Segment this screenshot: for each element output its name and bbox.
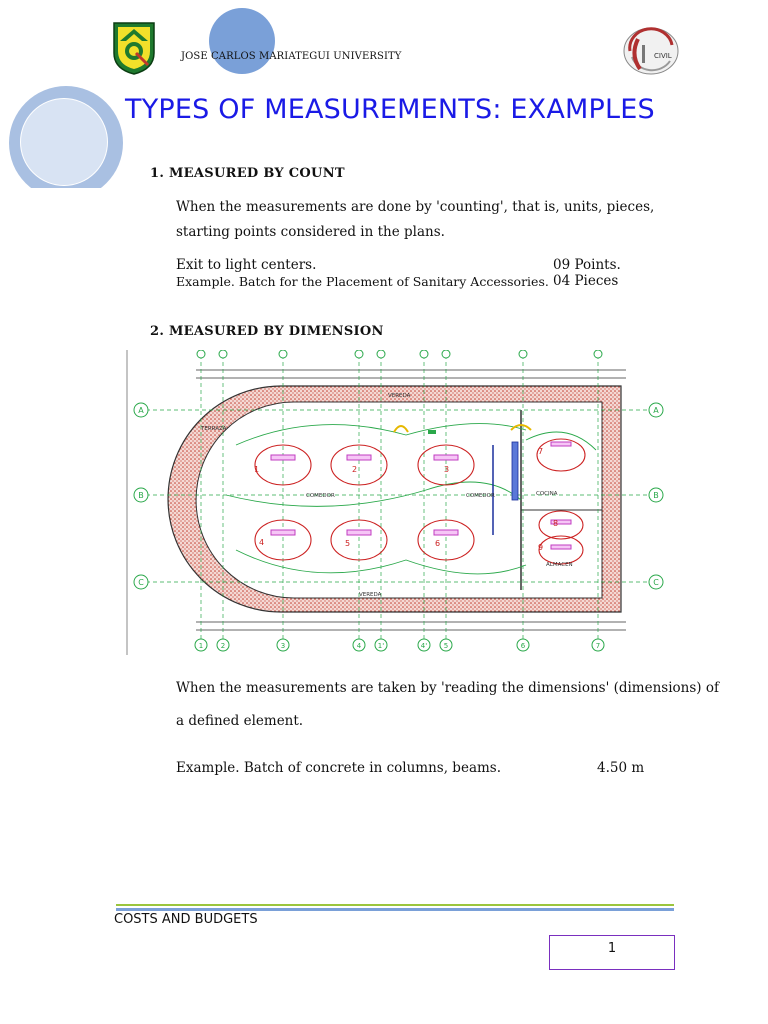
column-axis-label: 5 — [443, 642, 449, 650]
row-axis-label: A — [138, 406, 144, 415]
column-axis-label: 3 — [280, 642, 286, 650]
light-number: 5 — [345, 539, 351, 548]
column-axis-label: 2 — [220, 642, 226, 650]
civil-engineering-seal-logo-icon — [622, 25, 680, 77]
column-axis-label: 1' — [377, 642, 385, 650]
row-axis-label: B — [653, 491, 659, 500]
light-number: 9 — [538, 543, 544, 552]
decor-circle-large-inner — [20, 98, 108, 186]
right-logo-text: CIVIL — [654, 52, 672, 60]
light-number: 4 — [259, 538, 265, 547]
section2-example-label: Example. Batch of concrete in columns, beams. — [176, 760, 502, 776]
page-title: TYPES OF MEASUREMENTS: EXAMPLES — [125, 94, 655, 125]
page-number-box — [549, 935, 675, 970]
column-axis-label: 6 — [520, 642, 526, 650]
column-axis-label: 4' — [420, 642, 428, 650]
light-number: 8 — [553, 519, 559, 528]
row-axis-label: A — [653, 406, 659, 415]
section1-row-label: Example. Batch for the Placement of Sanitary Accessories. — [176, 274, 549, 289]
footer-divider-green — [116, 904, 674, 906]
section2-example-value: 4.50 m — [597, 760, 645, 776]
section1-row-value: 04 Pieces — [553, 273, 619, 289]
decor-circle-small — [209, 8, 275, 74]
column-axis-label: 4 — [356, 642, 362, 650]
light-number: 7 — [538, 447, 544, 456]
room-label: ALMACEN — [546, 562, 573, 568]
university-shield-logo-icon — [112, 21, 156, 75]
light-number: 1 — [254, 465, 260, 474]
column-axis-label: 7 — [595, 642, 601, 650]
section1-paragraph-line2: starting points considered in the plans. — [176, 224, 445, 240]
section1-row-label: Exit to light centers. — [176, 257, 317, 273]
room-label: COMEDOR — [466, 493, 495, 499]
light-number: 3 — [444, 465, 450, 474]
row-axis-label: B — [138, 491, 144, 500]
section1-paragraph-line1: When the measurements are done by 'counting', that is, units, pieces, — [176, 199, 655, 215]
section1-row-value: 09 Points. — [553, 257, 621, 273]
decor-mask — [0, 188, 130, 218]
plan-inner-space — [196, 402, 602, 598]
row-axis-label: C — [138, 578, 144, 587]
section2-heading: 2. MEASURED BY DIMENSION — [150, 324, 384, 339]
room-label: TERRAZA — [201, 426, 227, 432]
light-number: 6 — [435, 539, 441, 548]
page-number: 1 — [607, 941, 617, 956]
room-label: VEREDA — [359, 592, 382, 598]
column-axis-label: 1 — [198, 642, 204, 650]
footer-text: COSTS AND BUDGETS — [114, 912, 258, 927]
row-axis-label: C — [653, 578, 659, 587]
section1-heading: 1. MEASURED BY COUNT — [150, 166, 345, 181]
floor-plan-drawing — [126, 350, 666, 655]
room-label: COMEDOR — [306, 493, 335, 499]
section2-paragraph-line2: a defined element. — [176, 713, 304, 729]
section2-paragraph-line1: When the measurements are taken by 'reading the dimensions' (dimensions) of — [176, 680, 719, 696]
plan-blue-element — [512, 442, 518, 500]
footer-divider-blue — [116, 908, 674, 911]
light-number: 2 — [352, 465, 358, 474]
room-label: COCINA — [536, 491, 558, 497]
university-name: JOSE CARLOS MARIATEGUI UNIVERSITY — [181, 51, 402, 62]
room-label: VEREDA — [388, 393, 411, 399]
